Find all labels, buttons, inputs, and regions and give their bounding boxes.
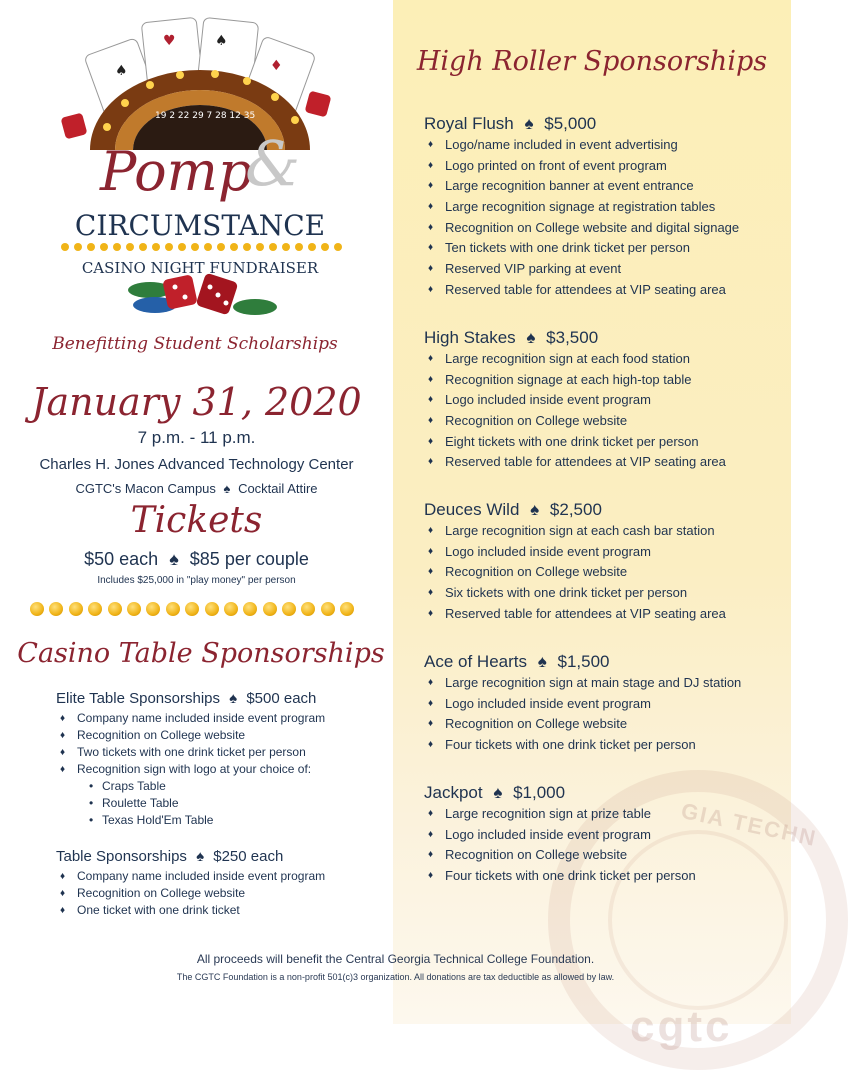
tier-jackpot [424,782,774,887]
campus-attire-line [0,481,393,496]
ticket-note: Includes $25,000 in "play money" per person [97,575,296,586]
table-choice-list [56,778,386,829]
gold-dot [185,602,199,616]
tier-deuces-wild [424,499,774,624]
logo-main-title: CIRCUMSTANCE [74,209,326,242]
casino-table-heading: Casino Table Sponsorships [17,638,385,669]
list-item: ♦ Reserved table for attendees at VIP seating area [424,452,774,473]
gold-dot [108,602,122,616]
ticket-price-each: $50 each [84,549,159,569]
high-roller-heading: High Roller Sponsorships [416,46,768,77]
ticket-prices [0,549,393,570]
gold-dot [205,602,219,616]
list-item: ♦ Logo included inside event program [424,694,774,715]
marquee-lights [61,243,342,251]
spade-icon: ♠ [169,549,179,569]
list-item: ♦ Logo included inside event program [424,825,774,846]
list-item: ♦ Large recognition signage at registration tables [424,197,774,218]
spade-icon: ♠ [526,328,536,347]
list-item: ♦ Six tickets with one drink ticket per person [424,583,774,604]
diamond-bullet-icon: ♦ [428,394,434,406]
gold-dot [49,602,63,616]
list-item: ♦ Large recognition sign at each food station [424,349,774,370]
list-item: ♦ Logo/name included in event advertising [424,135,774,156]
elite-table-price: $500 each [246,690,317,707]
spade-icon: ♠ [530,500,540,519]
list-item: • Roulette Table [89,796,179,810]
spade-icon: ♠ [229,690,238,707]
list-item: ♦ Logo included inside event program [424,390,774,411]
tier-heading [424,499,774,521]
diamond-bullet-icon: ♦ [428,373,434,385]
event-attire: Cocktail Attire [238,481,318,496]
ticket-price-couple: $85 per couple [189,549,309,569]
diamond-bullet-icon: ♦ [428,263,434,275]
diamond-bullet-icon: ♦ [60,888,66,899]
svg-text:♠: ♠ [215,33,228,49]
list-item: ♦ Eight tickets with one drink ticket per person [424,432,774,453]
gold-dot [30,602,44,616]
diamond-bullet-icon: ♦ [60,730,66,741]
diamond-bullet-icon: ♦ [60,747,66,758]
logo-subtitle: CASINO NIGHT FUNDRAISER [81,259,319,277]
tier-ace-of-hearts [424,651,774,756]
gold-dot [321,602,335,616]
list-item: ♦ Four tickets with one drink ticket per person [424,866,774,887]
diamond-bullet-icon: ♦ [428,849,434,861]
gold-dot [146,602,160,616]
tier-name: Deuces Wild [424,500,520,519]
list-item: ♦ Ten tickets with one drink ticket per person [424,238,774,259]
tier-name: Royal Flush [424,114,514,133]
diamond-bullet-icon: ♦ [428,677,434,688]
spade-icon: ♠ [196,848,205,865]
diamond-bullet-icon: ♦ [60,764,66,775]
list-item: ♦ Recognition on College website [424,714,774,735]
list-item: ♦ One ticket with one drink ticket [60,903,240,917]
diamond-bullet-icon: ♦ [428,242,434,254]
diamond-bullet-icon: ♦ [60,713,66,724]
round-bullet-icon: • [89,813,94,827]
gold-dot [301,602,315,616]
diamond-bullet-icon: ♦ [428,566,434,578]
tier-benefits [424,804,774,887]
list-item: ♦ Recognition signage at each high-top table [424,370,774,391]
table-sponsorship-name: Table Sponsorships [56,848,187,865]
diamond-bullet-icon: ♦ [428,456,434,468]
table-sponsorship-benefits [56,868,386,919]
gold-dot [166,602,180,616]
tier-heading [424,113,774,135]
tickets-heading: Tickets [130,500,263,541]
tier-price: $5,000 [544,114,597,133]
diamond-bullet-icon: ♦ [60,905,66,916]
tier-benefits [424,673,774,756]
gold-dot [127,602,141,616]
tier-name: High Stakes [424,328,516,347]
diamond-bullet-icon: ♦ [428,718,434,730]
list-item: ♦ Reserved VIP parking at event [424,259,774,280]
tier-heading [424,782,774,804]
list-item: ♦ Recognition on College website [60,886,246,900]
table-sponsorship-section [56,846,386,919]
chips-and-dice-icon [128,273,277,316]
diamond-bullet-icon: ♦ [428,525,434,536]
diamond-bullet-icon: ♦ [428,353,434,364]
list-item: ♦ Reserved table for attendees at VIP seating area [424,280,774,301]
diamond-bullet-icon: ♦ [428,139,434,150]
gold-dot [224,602,238,616]
diamond-bullet-icon: ♦ [428,870,434,882]
list-item: ♦ Four tickets with one drink ticket per person [424,735,774,756]
tier-heading [424,327,774,349]
gold-dot [282,602,296,616]
tier-price: $1,000 [513,783,566,802]
tier-price: $2,500 [549,500,602,519]
diamond-bullet-icon: ♦ [60,871,66,882]
elite-table-name: Elite Table Sponsorships [56,690,220,707]
list-item: ♦ Company name included inside event program [60,711,326,725]
tier-royal-flush [424,113,774,301]
diamond-bullet-icon: ♦ [428,545,434,557]
list-item: ♦ Large recognition sign at each cash bar station [424,521,774,542]
elite-table-benefits [56,710,386,778]
tier-name: Jackpot [424,783,483,802]
list-item: ♦ Reserved table for attendees at VIP seating area [424,604,774,625]
list-item: • Craps Table [89,779,166,793]
gold-dot-divider [30,602,354,616]
list-item: ♦ Logo printed on front of event program [424,156,774,177]
list-item: ♦ Recognition on College website and digital signage [424,218,774,239]
diamond-bullet-icon: ♦ [428,180,434,192]
list-item: ♦ Large recognition sign at main stage and DJ station [424,673,774,694]
list-item: ♦ Large recognition banner at event entrance [424,176,774,197]
table-sponsorship-price: $250 each [213,848,284,865]
event-campus: CGTC's Macon Campus [75,481,216,496]
pomp-circumstance-logo [55,15,345,335]
diamond-bullet-icon: ♦ [428,828,434,840]
diamond-bullet-icon: ♦ [428,435,434,447]
tier-benefits [424,349,774,473]
tier-benefits [424,135,774,301]
tier-name: Ace of Hearts [424,652,527,671]
diamond-bullet-icon: ♦ [428,159,434,171]
list-item: ♦ Recognition on College website [60,728,246,742]
diamond-bullet-icon: ♦ [428,587,434,599]
elite-table-section [56,688,386,829]
list-item: • Texas Hold'Em Table [89,813,214,827]
tier-benefits [424,521,774,624]
event-date: January 31, 2020 [31,380,362,424]
gold-dot [340,602,354,616]
spade-icon: ♠ [537,652,547,671]
spade-icon: ♠ [524,114,534,133]
svg-text:♥: ♥ [163,33,176,49]
list-item: ♦ Recognition sign with logo at your choice of: [60,762,312,776]
event-venue: Charles H. Jones Advanced Technology Center [39,456,354,473]
svg-text:19 2 22 29 7 28 12 35: 19 2 22 29 7 28 12 35 [155,111,256,121]
diamond-bullet-icon: ♦ [428,201,434,213]
list-item: ♦ Recognition on College website [424,845,774,866]
benefit-tagline: Benefitting Student Scholarships [52,334,338,354]
tier-price: $1,500 [557,652,610,671]
event-time: 7 p.m. - 11 p.m. [137,428,256,447]
cgtc-wordmark: cgtc [630,1002,733,1051]
round-bullet-icon: • [89,796,94,810]
svg-text:♠: ♠ [115,63,128,79]
diamond-bullet-icon: ♦ [428,221,434,233]
list-item: ♦ Recognition on College website [424,562,774,583]
tier-price: $3,500 [546,328,599,347]
footer-nonprofit-note: The CGTC Foundation is a non-profit 501(c)3 organization. All donations are tax deductible as allowed by law. [176,972,615,982]
seal-ring-text: GIA TECHN [679,797,820,852]
gold-dot [263,602,277,616]
svg-text:♦: ♦ [270,58,283,74]
diamond-bullet-icon: ♦ [428,283,434,295]
diamond-bullet-icon: ♦ [428,607,434,619]
list-item: ♦ Recognition on College website [424,411,774,432]
footer-proceeds: All proceeds will benefit the Central Georgia Technical College Foundation. [196,952,595,966]
spade-icon: ♠ [493,783,503,802]
gold-dot [69,602,83,616]
diamond-bullet-icon: ♦ [428,808,434,819]
table-sponsorship-heading [56,846,386,868]
spade-icon: ♠ [223,481,231,496]
list-item: ♦ Logo included inside event program [424,542,774,563]
tier-high-stakes [424,327,774,473]
list-item: ♦ Two tickets with one drink ticket per person [60,745,306,759]
round-bullet-icon: • [89,779,94,793]
list-item: ♦ Company name included inside event program [60,869,326,883]
list-item: ♦ Large recognition sign at prize table [424,804,774,825]
tier-heading [424,651,774,673]
gold-dot [88,602,102,616]
logo-script-title: Pomp [100,140,253,203]
diamond-bullet-icon: ♦ [428,697,434,709]
diamond-bullet-icon: ♦ [428,415,434,427]
elite-table-heading [56,688,386,710]
gold-dot [243,602,257,616]
logo-ampersand: & [245,127,301,200]
diamond-bullet-icon: ♦ [428,739,434,751]
